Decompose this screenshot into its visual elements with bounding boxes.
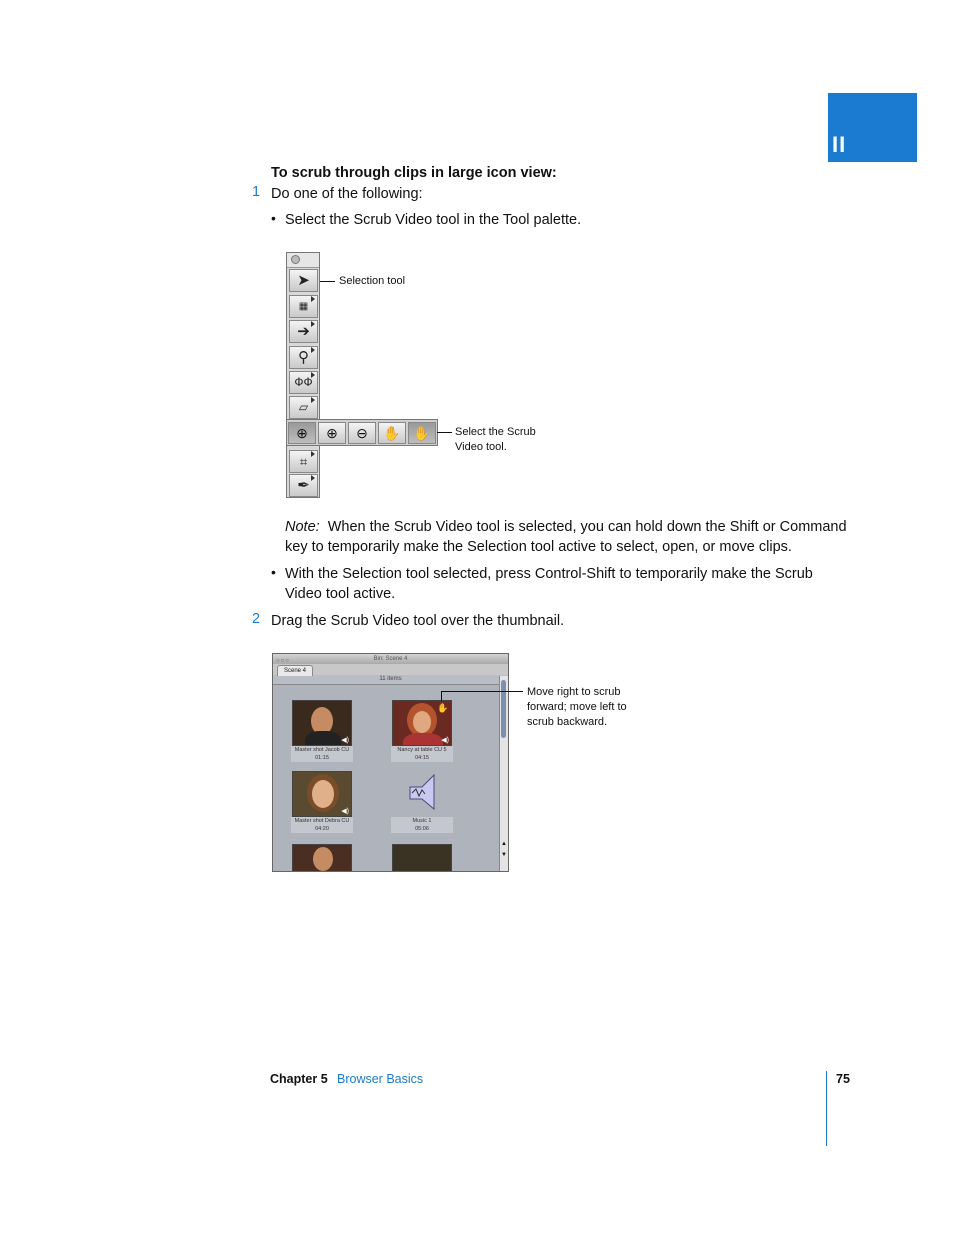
bullet-marker: •	[271, 564, 276, 580]
clip-duration: 04:15	[391, 754, 453, 762]
zoom-tool-popout	[286, 419, 438, 446]
scrub-hand-cursor-icon: ✋	[437, 703, 449, 713]
note-text-2: key to temporarily make the Selection tool active to select, open, or move clips.	[285, 539, 792, 555]
callout-scrub-direction-line3: scrub backward.	[527, 716, 608, 728]
bin-title: Bin: Scene 4	[373, 656, 408, 662]
bullet-marker: •	[271, 210, 276, 226]
callout-selection-tool: Selection tool	[339, 275, 406, 287]
callout-scrub-tool-line2: Video tool.	[455, 441, 507, 453]
zoom-out-icon[interactable]: ⊖	[348, 422, 376, 444]
selection-tool-arrow-icon[interactable]: ➤	[289, 269, 318, 292]
palette-close-icon[interactable]	[291, 255, 300, 264]
scroll-up-arrow-icon[interactable]: ▲	[501, 841, 507, 847]
roll-edit-icon[interactable]: ФФ	[289, 371, 318, 394]
note-text-1: When the Scrub Video tool is selected, you can hold down the Shift or Command	[327, 519, 847, 535]
chapter-tab-label: II	[832, 132, 847, 157]
bin-titlebar	[273, 654, 508, 664]
hand-tool-icon[interactable]: ✋	[378, 422, 406, 444]
clip-duration: 05:06	[391, 825, 453, 833]
audio-file-icon	[392, 771, 452, 817]
bullet-text-2-line2: Video tool active.	[285, 586, 396, 602]
callout-line-scrub-direction	[441, 691, 523, 692]
zoom-in-icon[interactable]: ⊕	[318, 422, 346, 444]
speaker-icon: ◀)	[341, 808, 349, 815]
step-text-1: Do one of the following:	[271, 186, 423, 202]
zoom-in-active-icon[interactable]: ⊕	[288, 422, 316, 444]
tool-palette	[286, 252, 320, 498]
callout-scrub-direction-line2: forward; move left to	[527, 701, 627, 713]
slip-tool-icon[interactable]: ▱	[289, 396, 318, 419]
clip-name: Music 1	[391, 817, 453, 825]
callout-line-selection	[320, 281, 335, 282]
clip-name: Nancy at table CU 5	[391, 746, 453, 754]
clip-image-music	[392, 771, 452, 817]
palette-titlebar	[287, 253, 319, 268]
clip-thumbnail-partial[interactable]	[292, 844, 352, 872]
scrollbar-thumb[interactable]	[501, 680, 506, 738]
step-text-2: Drag the Scrub Video tool over the thumbnail.	[271, 613, 565, 629]
clip-name: Master shot Jacob CU	[291, 746, 353, 754]
callout-line-scrub-vertical	[441, 691, 442, 701]
note-label: Note:	[285, 519, 320, 535]
clip-thumbnail[interactable]	[291, 771, 353, 833]
bullet-text-2-line1: With the Selection tool selected, press Control-Shift to temporarily make the Scrub	[285, 566, 813, 582]
clip-image-jacob	[292, 700, 352, 746]
clip-image-nancy	[392, 700, 452, 746]
bin-tab-row	[273, 664, 508, 675]
callout-scrub-direction-line1: Move right to scrub	[527, 686, 621, 698]
note-line-1	[285, 517, 847, 537]
razor-blade-icon[interactable]: ⚲	[289, 346, 318, 369]
clip-image-debra	[292, 771, 352, 817]
clip-duration: 04:20	[291, 825, 353, 833]
pen-tool-icon[interactable]: ✒	[289, 474, 318, 497]
footer-section-link[interactable]: Browser Basics	[337, 1072, 424, 1086]
chapter-tab	[828, 93, 917, 162]
clip-thumbnail-partial[interactable]	[392, 844, 452, 872]
clip-thumbnail[interactable]	[291, 700, 353, 762]
edit-selection-tool-icon[interactable]: ▦	[289, 295, 318, 318]
page-number: 75	[836, 1072, 850, 1086]
scroll-down-arrow-icon[interactable]: ▼	[501, 852, 507, 858]
window-controls-icon[interactable]: ○○○	[276, 658, 290, 664]
crop-tool-icon[interactable]: ⌗	[289, 450, 318, 473]
bin-window	[272, 653, 509, 872]
clip-duration: 01:15	[291, 754, 353, 762]
bin-item-count: 11 items	[273, 675, 508, 685]
footer-chapter: Chapter 5	[270, 1072, 328, 1086]
footer-divider	[826, 1071, 827, 1146]
callout-line-scrub	[437, 432, 452, 433]
bin-tab[interactable]: Scene 4	[277, 665, 313, 676]
procedure-heading: To scrub through clips in large icon view:	[271, 165, 557, 181]
bullet-text-1: Select the Scrub Video tool in the Tool palette.	[285, 212, 582, 228]
speaker-icon: ◀)	[341, 737, 349, 744]
clip-name: Master shot Debra CU	[291, 817, 353, 825]
select-track-forward-icon[interactable]: ➔	[289, 320, 318, 343]
step-number-1: 1	[252, 184, 261, 200]
scrub-video-tool-icon[interactable]: ✋	[408, 422, 436, 444]
clip-thumbnail[interactable]	[391, 771, 453, 833]
bin-scrollbar[interactable]	[499, 676, 508, 872]
clip-thumbnail[interactable]	[391, 700, 453, 762]
step-number-2: 2	[252, 611, 261, 627]
callout-scrub-tool-line1: Select the Scrub	[455, 426, 536, 438]
speaker-icon: ◀)	[441, 737, 449, 744]
